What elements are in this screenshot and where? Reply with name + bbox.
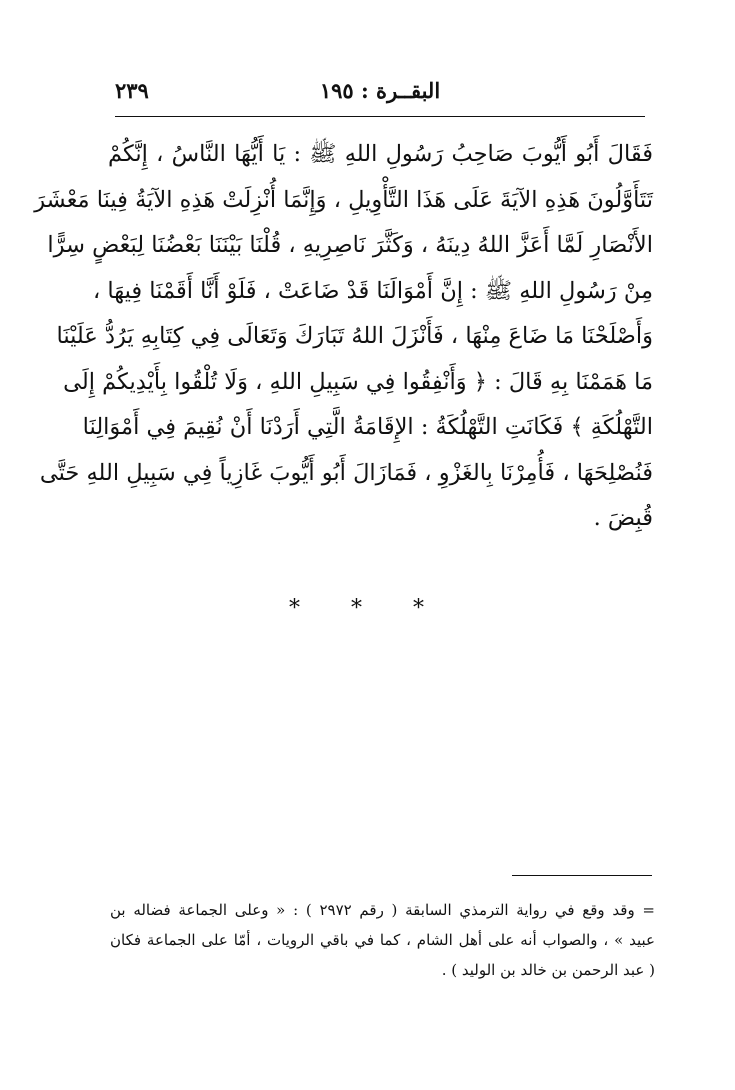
text-line: فَقَالَ أَبُو أَيُّوبَ صَاحِبُ رَسُولِ اللهِ ﷺ : يَا أَيُّهَا النَّاسُ ، إِنَّكُمْ — [108, 141, 653, 167]
footnote-line: = وقد وقع في رواية الترمذي السابقة ( رقم ٢٩٧٢ ) : « وعلى الجماعة فضاله بن — [110, 901, 655, 919]
text-line: مِنْ رَسُولِ اللهِ ﷺ : إِنَّ أَمْوَالَنَا قَدْ ضَاعَتْ ، فَلَوْ أَنَّا أَقَمْنَا فِيهَا ، — [92, 277, 653, 304]
header-rule — [115, 116, 645, 117]
page-header — [115, 78, 645, 110]
page-number: ٢٣٩ — [115, 78, 149, 103]
footnote-rule — [512, 875, 652, 876]
section-separator: * * * — [289, 596, 446, 621]
text-line: وَأَصْلَحْنَا مَا ضَاعَ مِنْهَا ، فَأَنْزَلَ اللهُ تَبَارَكَ وَتَعَالَى فِي كِتَابِهِ يَرُدُّ عَلَيْنَا — [56, 323, 653, 349]
main-text — [34, 132, 653, 542]
text-line: تَتَأَوَّلُونَ هَذِهِ الآيَةَ عَلَى هَذَا التَّأْوِيلِ ، وَإِنَّمَا أُنْزِلَتْ هَذِهِ الآيَةُ فِينَا مَعْشَرَ — [34, 186, 653, 213]
text-line: فَنُصْلِحَهَا ، فَأُمِرْنَا بِالغَزْوِ ، فَمَازَالَ أَبُو أَيُّوبَ غَازِياً فِي سَبِيلِ اللهِ حَتَّى — [39, 459, 653, 486]
text-line: مَا هَمَمْنَا بِهِ قَالَ : ﴿ وَأَنْفِقُوا فِي سَبِيلِ اللهِ ، وَلَا تُلْقُوا بِأَيْدِيكُمْ إِلَى — [63, 368, 653, 395]
text-line: الأَنْصَارِ لَمَّا أَعَزَّ اللهُ دِينَهُ ، وَكَثَّرَ نَاصِرِيهِ ، قُلْنَا بَيْنَنَا بَعْضُنَا لِبَعْضٍ سِرًّا — [47, 232, 653, 258]
footnote-line: عبيد » ، والصواب أنه على أهل الشام ، كما في باقي الرويات ، أمّا على الجماعة فكان — [110, 931, 655, 949]
text-line: قُبِضَ . — [593, 505, 653, 531]
text-line: التَّهْلُكَةِ ﴾ فَكَانَتِ التَّهْلُكَةُ : الإِقَامَةُ الَّتِي أَرَدْنَا أَنْ نُقِيمَ فِي أَمْوَالِنَا — [82, 414, 653, 440]
footnote-line: ( عبد الرحمن بن خالد بن الوليد ) . — [441, 961, 655, 979]
footnote — [110, 895, 655, 985]
running-title: البقــرة : ١٩٥ — [319, 78, 441, 103]
